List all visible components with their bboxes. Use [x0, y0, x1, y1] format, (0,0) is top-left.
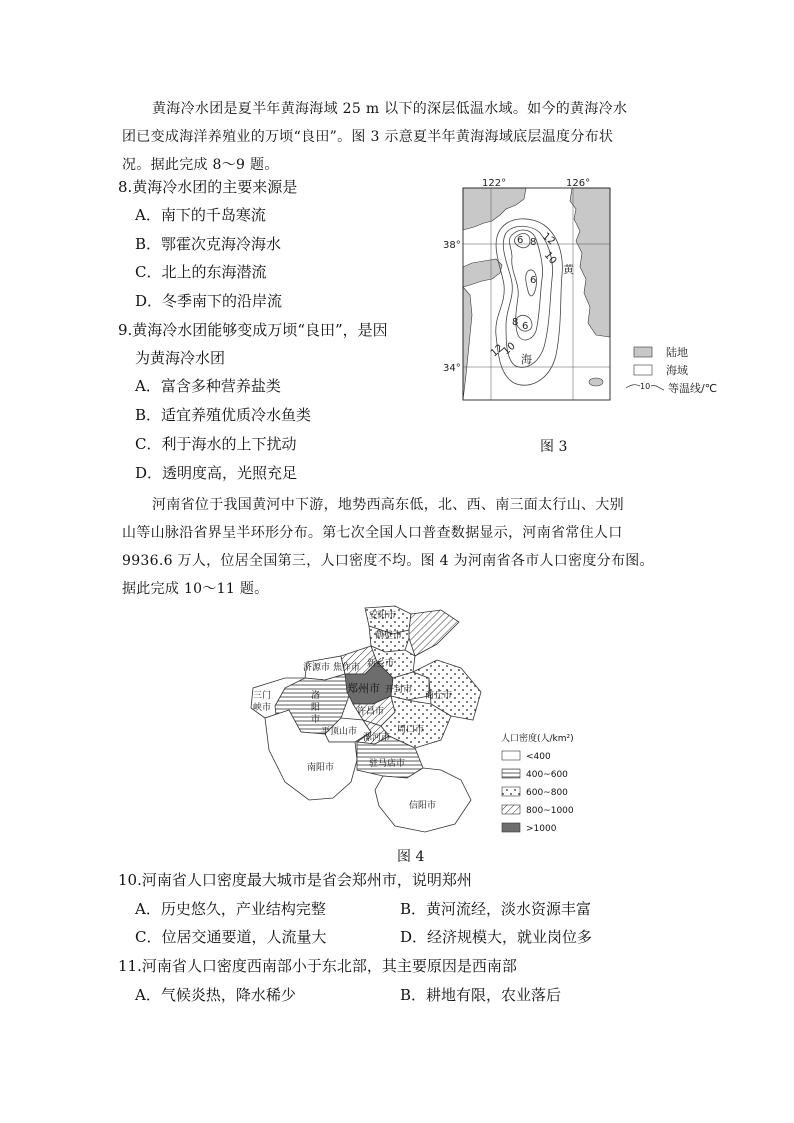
label-jiyuan: 济源市 [303, 663, 331, 673]
label-kaifeng: 开封市 [385, 685, 413, 695]
label-sanmenxia-2: 峡市 [253, 703, 272, 713]
legend-sea-swatch [634, 365, 652, 375]
q8-option-a: A．南下的千岛寒流 [135, 206, 266, 224]
label-jiaozuo: 焦作市 [333, 663, 361, 673]
label-luoyang-1: 洛 [311, 691, 321, 701]
label-luohe: 漯河市 [363, 733, 391, 743]
isotherm-label-12a: 12 [540, 230, 557, 248]
figure-4-caption: 图 4 [397, 849, 425, 865]
label-hebi: 鹤壁市 [375, 631, 403, 641]
q11-stem: 11.河南省人口密度西南部小于东北部，其主要原因是西南部 [118, 957, 517, 975]
q9-option-c: C．利于海水的上下扰动 [135, 435, 297, 453]
label-anyang: 安阳市 [369, 611, 397, 621]
label-xinxiang: 新乡市 [367, 659, 395, 669]
label-zhumadian: 驻马店市 [369, 759, 406, 769]
legend-land-label: 陆地 [666, 346, 688, 359]
q10-option-c: C．位居交通要道，人流量大 [135, 928, 327, 946]
intro2-line-1: 河南省位于我国黄河中下游，地势西高东低，北、西、南三面太行山、大别 [152, 497, 624, 513]
label-luoyang-3: 市 [311, 715, 321, 725]
fig4-legend-title: 人口密度(人/km²) [501, 734, 574, 744]
region-puyang [409, 610, 459, 656]
intro1-line-1: 黄海冷水团是夏半年黄海海域 25 m 以下的深层低温水域。如今的黄海冷水 [152, 101, 628, 117]
legend-swatch-400-600 [502, 769, 520, 778]
intro1-line-2: 团已变成海洋养殖业的万顷“良田”。图 3 示意夏半年黄海海域底层温度分布状 [122, 129, 614, 145]
legend-isotherm-line-2 [651, 385, 664, 390]
isotherm-label-12b: 12 [488, 342, 506, 360]
figure-3-caption: 图 3 [540, 439, 568, 455]
label-pingdingshan: 平顶山市 [321, 727, 358, 737]
legend-sea-label: 海域 [666, 364, 688, 377]
lon-label-122: 122° [482, 178, 507, 189]
label-sanmenxia-1: 三门 [253, 691, 272, 701]
lat-label-38: 38° [443, 240, 461, 251]
isotherm-label-10a: 10 [541, 249, 559, 267]
isotherm-label-6c: 6 [522, 321, 529, 332]
legend-isotherm-line [626, 385, 640, 388]
q9-option-a: A．富含多种营养盐类 [135, 377, 281, 395]
label-xuchang: 许昌市 [357, 707, 385, 717]
isotherm-label-8b: 8 [512, 317, 519, 328]
legend-swatch-gt1000 [502, 823, 520, 832]
legend-swatch-600-800 [502, 787, 520, 796]
lat-label-34: 34° [443, 363, 461, 374]
q10-option-d: D．经济规模大，就业岗位多 [400, 928, 593, 946]
q9-option-d: D．透明度高，光照充足 [135, 464, 298, 482]
q8-option-d: D．冬季南下的沿岸流 [135, 292, 283, 310]
q10-option-a: A．历史悠久，产业结构完整 [135, 900, 326, 918]
q11-option-b: B．耕地有限，农业落后 [400, 986, 562, 1004]
legend-isotherm-value: 10 [640, 382, 651, 391]
label-shangqiu: 商丘市 [425, 691, 453, 701]
legend-land-swatch [634, 347, 652, 357]
intro2-line-3: 9936.6 万人，位居全国第三，人口密度不均。图 4 为河南省各市人口密度分布图。 [122, 553, 654, 569]
isotherm-label-10b: 10 [500, 340, 518, 358]
q10-stem: 10.河南省人口密度最大城市是省会郑州市，说明郑州 [118, 871, 472, 889]
region-xinyang [375, 768, 471, 832]
q8-option-c: C．北上的东海潜流 [135, 263, 267, 281]
label-zhengzhou: 郑州市 [347, 682, 380, 695]
intro2-line-4: 据此完成 10～11 题。 [122, 581, 269, 597]
legend-swatch-lt400 [502, 751, 520, 760]
q8-stem: 8.黄海冷水团的主要来源是 [118, 178, 298, 196]
intro2-line-2: 山等山脉沿省界呈半环形分布。第七次全国人口普查数据显示，河南省常住人口 [122, 525, 623, 541]
label-xinyang: 信阳市 [409, 801, 437, 811]
label-zhoukou: 周口市 [397, 725, 425, 735]
isotherm-label-6a: 6 [517, 235, 524, 246]
legend-isotherm-label: 等温线/℃ [668, 382, 718, 395]
q11-option-a: A．气候炎热，降水稀少 [135, 986, 296, 1004]
land-jeju [589, 378, 603, 386]
legend-swatch-800-1000 [502, 805, 520, 814]
q9-stem-line-1: 9.黄海冷水团能够变成万顷“良田”，是因 [118, 321, 388, 339]
label-nanyang: 南阳市 [307, 763, 335, 773]
q8-option-b: B．鄂霍次克海冷海水 [135, 235, 282, 253]
legend-label-gt1000: >1000 [526, 824, 557, 834]
q9-stem-line-2: 为黄海冷水团 [135, 349, 226, 367]
isotherm-label-6b: 6 [530, 275, 537, 286]
q9-option-b: B．适宜养殖优质冷水鱼类 [135, 406, 312, 424]
legend-label-400-600: 400~600 [526, 770, 568, 780]
sea-label-hai: 海 [521, 353, 532, 366]
q10-option-b: B．黄河流经，淡水资源丰富 [400, 900, 592, 918]
intro1-line-3: 况。据此完成 8～9 题。 [122, 157, 279, 173]
figure-4-map [245, 600, 590, 850]
legend-label-600-800: 600~800 [526, 788, 568, 798]
isotherm-label-8a: 8 [530, 237, 537, 248]
figure-3-map [440, 175, 730, 405]
legend-label-lt400: <400 [526, 752, 551, 762]
legend-label-800-1000: 800~1000 [526, 806, 574, 816]
label-luoyang-2: 阳 [311, 703, 321, 713]
lon-label-126: 126° [566, 178, 591, 189]
sea-label-huang: 黄 [563, 263, 574, 276]
